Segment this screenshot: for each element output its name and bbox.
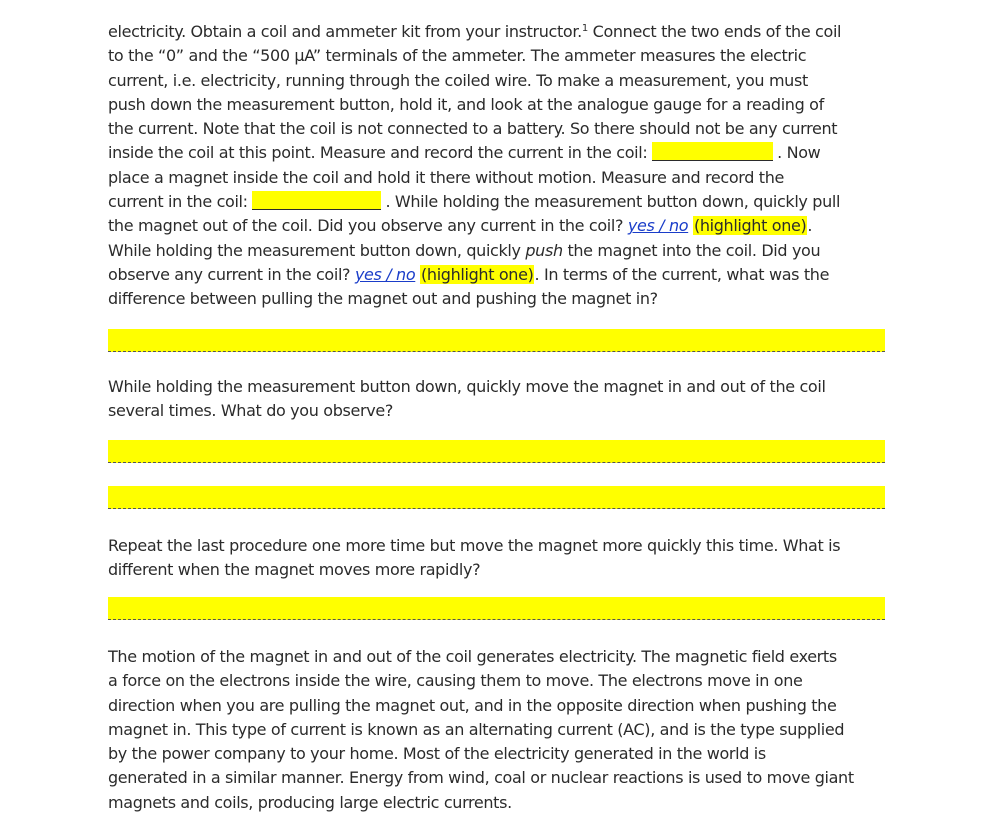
text-line: push down the measurement button, hold it, and look at the analogue gauge for a reading of: [108, 94, 824, 114]
answer-field-observe-2[interactable]: [108, 486, 885, 509]
text-line: the magnet out of the coil. Did you observe any current in the coil? yes / no (highlight one).: [108, 216, 813, 236]
text-line: Repeat the last procedure one more time but move the magnet more quickly this time. What is: [108, 536, 841, 555]
text-line: electricity. Obtain a coil and ammeter kit from your instructor.$^1$ Connect the two ends of the coil: [108, 22, 842, 41]
text-line: magnet in. This type of current is known as an alternating current (AC), and is the type supplied: [108, 719, 845, 739]
highlight-one-label: (highlight one): [421, 264, 534, 284]
text-line: inside the coil at this point. Measure and record the current in the coil: . Now: [108, 143, 821, 163]
footnote-marker[interactable]: 1: [581, 23, 588, 34]
text-line: several times. What do you observe?: [108, 401, 393, 421]
text-line: magnets and coils, producing large electric currents.: [108, 792, 512, 812]
current-no-magnet-blank[interactable]: [652, 142, 773, 161]
instructions-paragraph-1: [108, 20, 898, 312]
yes-no-choice-push[interactable]: yes / no: [354, 264, 416, 284]
text-line: generated in a similar manner. Energy from wind, coal or nuclear reactions is used to move giant: [108, 768, 854, 788]
text-line: direction when you are pulling the magnet out, and in the opposite direction when pushing the: [108, 695, 837, 715]
yes-no-choice-pull[interactable]: yes / no: [627, 216, 689, 236]
text-line: current, i.e. electricity, running through the coiled wire. To make a measurement, you must: [108, 70, 808, 90]
text-line: While holding the measurement button down, quickly push the magnet into the coil. Did you: [108, 240, 821, 260]
text-line: place a magnet inside the coil and hold it there without motion. Measure and record the: [108, 167, 785, 187]
text-line: to the “0” and the “500 μA” terminals of the ammeter. The ammeter measures the electric: [108, 46, 807, 66]
text-line: difference between pulling the magnet out and pushing the magnet in?: [108, 289, 658, 309]
text-line: current in the coil: . While holding the measurement button down, quickly pull: [108, 192, 841, 212]
instructions-paragraph-3: [108, 534, 898, 583]
answer-field-pull-vs-push[interactable]: [108, 329, 885, 352]
answer-field-observe-1[interactable]: [108, 440, 885, 463]
text-line: While holding the measurement button down, quickly move the magnet in and out of the coil: [108, 377, 826, 396]
highlight-one-label: (highlight one): [693, 216, 807, 236]
text-line: by the power company to your home. Most of the electricity generated in the world is: [108, 744, 766, 764]
instructions-paragraph-2: [108, 375, 898, 424]
answer-field-rapid-motion[interactable]: [108, 597, 885, 620]
text-line: different when the magnet moves more rapidly?: [108, 560, 481, 580]
text-line: observe any current in the coil? yes / no (highlight one). In terms of the current, what was the: [108, 264, 830, 284]
text-line: a force on the electrons inside the wire, causing them to move. The electrons move in one: [108, 671, 803, 691]
current-static-magnet-blank[interactable]: [252, 191, 381, 210]
text-line: The motion of the magnet in and out of the coil generates electricity. The magnetic field exerts: [108, 647, 837, 666]
explanation-paragraph: [108, 645, 898, 815]
text-line: the current. Note that the coil is not connected to a battery. So there should not be any current: [108, 119, 838, 139]
